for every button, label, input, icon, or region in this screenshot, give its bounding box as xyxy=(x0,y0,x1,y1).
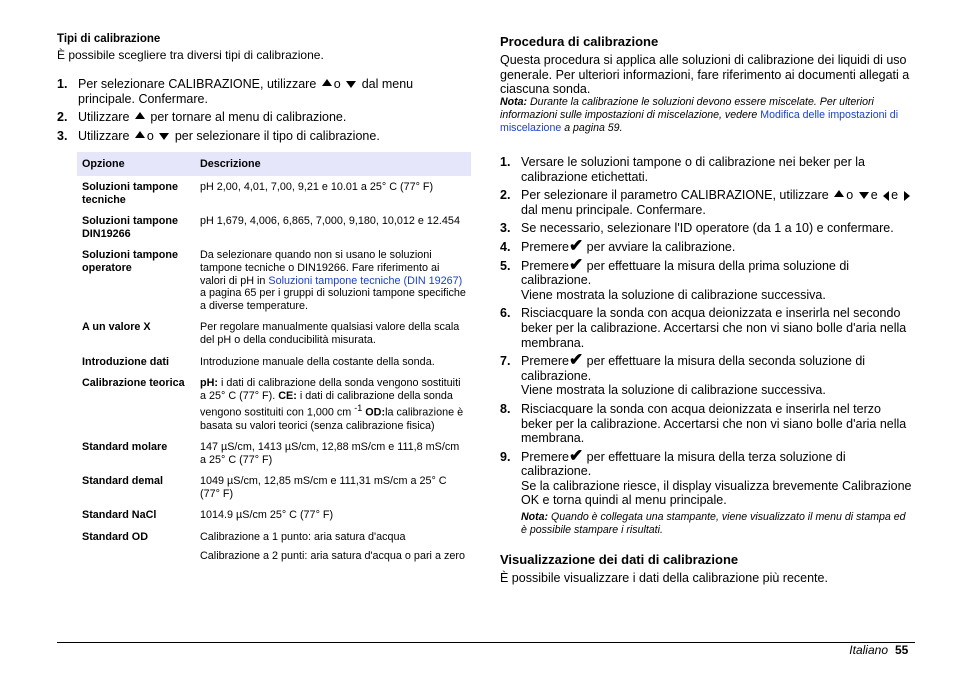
table-row: Soluzioni tampone DIN19266 pH 1,679, 4,006, 6,865, 7,000, 9,180, 10,012 e 12.454 xyxy=(82,215,460,240)
table-row: Soluzioni tampone operatore Da selezionare quando non si usano le soluzioni tampone tecniche o DIN19266. Fare riferimento ai valori di pH in Soluzioni tampone tecniche (DIN 19267) a pagina 65 per i gruppi di soluzioni tampone specifiche a diverse temperature. xyxy=(82,249,466,312)
procedure-intro: Questa procedura si applica alle soluzioni di calibrazione dei liquidi di uso generale. Per ulteriori informazioni, fare riferimento ai documenti allegati a ciascuna sonda. xyxy=(500,53,910,97)
column-header-option: Opzione xyxy=(77,152,195,176)
arrow-up-icon xyxy=(135,131,145,138)
procedure-steps xyxy=(500,155,914,508)
arrow-up-icon xyxy=(135,112,145,119)
table-row: Standard demal 1049 µS/cm, 12,85 mS/cm e 111,31 mS/cm a 25° C (77° F) xyxy=(82,475,447,500)
left-steps xyxy=(57,77,471,143)
view-calibration-text: È possibile visualizzare i dati della calibrazione più recente. xyxy=(500,571,828,585)
arrow-right-icon xyxy=(904,191,910,201)
arrow-down-icon xyxy=(159,133,169,140)
section-title-calibration-types: Tipi di calibrazione xyxy=(57,33,161,45)
list-item: 1. Versare le soluzioni tampone o di calibrazione nei beker per la calibrazione etichettati. xyxy=(500,155,865,184)
list-item: 2. Per selezionare il parametro CALIBRAZIONE, utilizzare o e e dal menu principale. Confermare. xyxy=(500,188,914,217)
list-item: 5. Premere✔ per effettuare la misura della prima soluzione di calibrazione. Viene mostrata la soluzione di calibrazione successiva. xyxy=(500,254,850,302)
checkmark-icon: ✔ xyxy=(568,235,584,255)
note-printer: Nota: Quando è collegata una stampante, viene visualizzato il menu di stampa ed è possibile stampare i risultati. xyxy=(521,511,906,536)
arrow-left-icon xyxy=(883,191,889,201)
link-mixing-settings[interactable]: Modifica delle impostazioni di miscelazione xyxy=(500,109,899,134)
arrow-up-icon xyxy=(834,190,844,197)
intro-text: È possibile scegliere tra diversi tipi di calibrazione. xyxy=(57,48,324,62)
table-row: Standard NaCl 1014.9 µS/cm 25° C (77° F) xyxy=(82,509,334,522)
checkmark-icon: ✔ xyxy=(568,350,584,370)
section-title-calibration-procedure: Procedura di calibrazione xyxy=(500,34,659,49)
table-row: Standard OD Calibrazione a 1 punto: aria satura d'acqua Calibrazione a 2 punti: aria satura d'acqua o pari a zero xyxy=(82,531,465,562)
options-table xyxy=(77,152,471,566)
note-mixing: Nota: Durante la calibrazione le soluzioni devono essere miscelate. Per ulteriori informazioni sulle impostazioni di miscelazione, vedere Modifica delle impostazioni di miscelazione a pagina 59. xyxy=(500,96,899,134)
list-item: 8. Risciacquare la sonda con acqua deionizzata e inserirla nel terzo beker per la calibrazione. Accertarsi che non vi siano bolle d'aria nella membrana. xyxy=(500,401,907,446)
list-item: 6. Risciacquare la sonda con acqua deionizzata e inserirla nel secondo beker per la calibrazione. Accertarsi che non vi siano bolle d'aria nella membrana. xyxy=(500,306,907,350)
page-number: 55 xyxy=(895,643,909,657)
table-row: A un valore X Per regolare manualmente qualsiasi valore della scala del pH o della conducibilità misurata. xyxy=(82,321,460,346)
footer-language: Italiano xyxy=(849,643,888,657)
arrow-down-icon xyxy=(859,192,869,199)
table-row: Introduzione dati Introduzione manuale della costante della sonda. xyxy=(82,355,435,368)
table-header-row xyxy=(77,152,471,176)
list-item: 4. Premere✔ per avviare la calibrazione. xyxy=(500,235,736,255)
checkmark-icon: ✔ xyxy=(568,445,584,465)
arrow-down-icon xyxy=(346,81,356,88)
list-item: 2. Utilizzare per tornare al menu di calibrazione. xyxy=(57,110,347,125)
table-row: Standard molare 147 µS/cm, 1413 µS/cm, 12,88 mS/cm e 111,8 mS/cm a 25° C (77° F) xyxy=(82,441,460,466)
list-item: 7. Premere✔ per effettuare la misura della seconda soluzione di calibrazione. Viene mostrata la soluzione di calibrazione successiva. xyxy=(500,350,866,398)
list-item: 3. Utilizzare o per selezionare il tipo di calibrazione. xyxy=(57,128,380,143)
list-item: 9. Premere✔ per effettuare la misura della terza soluzione di calibrazione. Se la calibrazione riesce, il display visualizza brevemente Calibrazione OK e torna quindi al menu principale. xyxy=(500,445,912,508)
link-technical-buffers[interactable]: Soluzioni tampone tecniche (DIN 19267) xyxy=(268,274,463,287)
checkmark-icon: ✔ xyxy=(568,254,584,274)
table-row: Calibrazione teorica pH: i dati di calibrazione della sonda vengono sostituiti a 25° C (77° F). CE: i dati di calibrazione della sonda vengono sostituiti con 1,000 cm $^{-1}$ OD:la calibrazione è basata su valori teorici (senza calibrazione fisica) xyxy=(82,377,464,432)
list-item: 3. Se necessario, selezionare l'ID operatore (da 1 a 10) e confermare. xyxy=(500,221,894,236)
section-title-view-calibration: Visualizzazione dei dati di calibrazione xyxy=(500,552,739,567)
table-row: Soluzioni tampone tecniche pH 2,00, 4,01, 7,00, 9,21 e 10.01 a 25° C (77° F) xyxy=(82,181,434,206)
arrow-up-icon xyxy=(322,79,332,86)
column-header-description: Descrizione xyxy=(195,152,471,176)
list-item: 1. Per selezionare CALIBRAZIONE, utilizzare o dal menu principale. Confermare. xyxy=(57,77,414,106)
